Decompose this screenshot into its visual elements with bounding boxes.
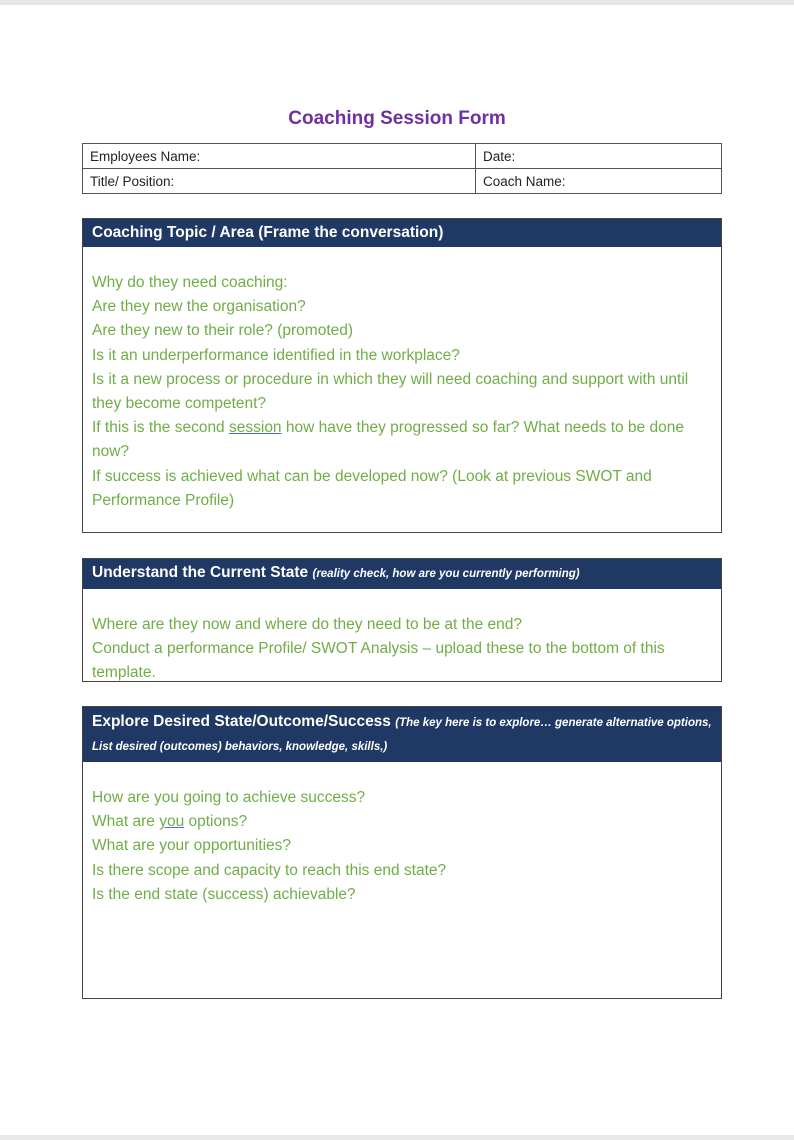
document-page — [0, 5, 794, 1135]
info-row — [83, 144, 722, 169]
employee-info-table — [82, 143, 722, 194]
info-row — [83, 169, 722, 194]
prompt-line: Where are they now and where do they need to be at the end? — [92, 616, 522, 633]
section-header-title: Understand the Current State — [92, 564, 309, 581]
section-header — [83, 219, 721, 247]
prompt-line: Is there scope and capacity to reach this end state? — [92, 861, 447, 879]
current-state-section — [82, 558, 722, 682]
prompt-line: Are they new to their role? (promoted) — [92, 322, 354, 340]
section-body[interactable] — [83, 247, 721, 513]
section-header — [83, 707, 721, 762]
prompt-text: options? — [184, 813, 248, 831]
prompt-line: What are your opportunities? — [92, 837, 292, 855]
prompt-line: Is the end state (success) achievable? — [92, 885, 356, 903]
form-title: Coaching Session Form — [288, 108, 506, 129]
coach-name-label[interactable]: Coach Name: — [476, 169, 722, 194]
prompt-line: Is it an underperformance identified in the workplace? — [92, 346, 460, 364]
section-header-title: Coaching Topic / Area (Frame the conversation) — [92, 224, 444, 241]
desired-state-section — [82, 706, 722, 999]
prompt-line — [92, 416, 712, 464]
prompt-line — [92, 810, 712, 834]
prompt-line: If success is achieved what can be developed now? (Look at previous SWOT and Performance Profile) — [92, 467, 652, 509]
section-body[interactable] — [83, 762, 721, 907]
section-header-note: (reality check, how are you currently performing) — [312, 568, 580, 580]
section-header-note: (The key here is to explore… generate alternative options, List desired (outcomes) behaviors, knowledge, skills,) — [92, 717, 712, 753]
spellcheck-flagged-word: you — [159, 813, 185, 831]
date-label[interactable]: Date: — [476, 144, 722, 169]
prompt-text: What are — [92, 813, 160, 831]
section-body[interactable] — [83, 589, 721, 686]
section-header-title: Explore Desired State/Outcome/Success — [92, 713, 391, 730]
title-position-label[interactable]: Title/ Position: — [83, 169, 476, 194]
prompt-line: Are they new the organisation? — [92, 298, 306, 316]
coaching-topic-section — [82, 218, 722, 533]
prompt-text: If this is the second — [92, 419, 229, 437]
prompt-line: Is it a new process or procedure in which they will need coaching and support with until they become competent? — [92, 370, 689, 413]
prompt-line: Why do they need coaching: — [92, 274, 288, 291]
prompt-text: how have they progressed so far? What needs to be done now? — [92, 419, 684, 461]
prompt-line: Conduct a performance Profile/ SWOT Analysis – upload these to the bottom of this template. — [92, 640, 665, 682]
employee-name-label[interactable]: Employees Name: — [83, 144, 476, 169]
section-header — [83, 559, 721, 589]
prompt-line: How are you going to achieve success? — [92, 789, 366, 806]
spellcheck-flagged-word: session — [229, 419, 282, 437]
